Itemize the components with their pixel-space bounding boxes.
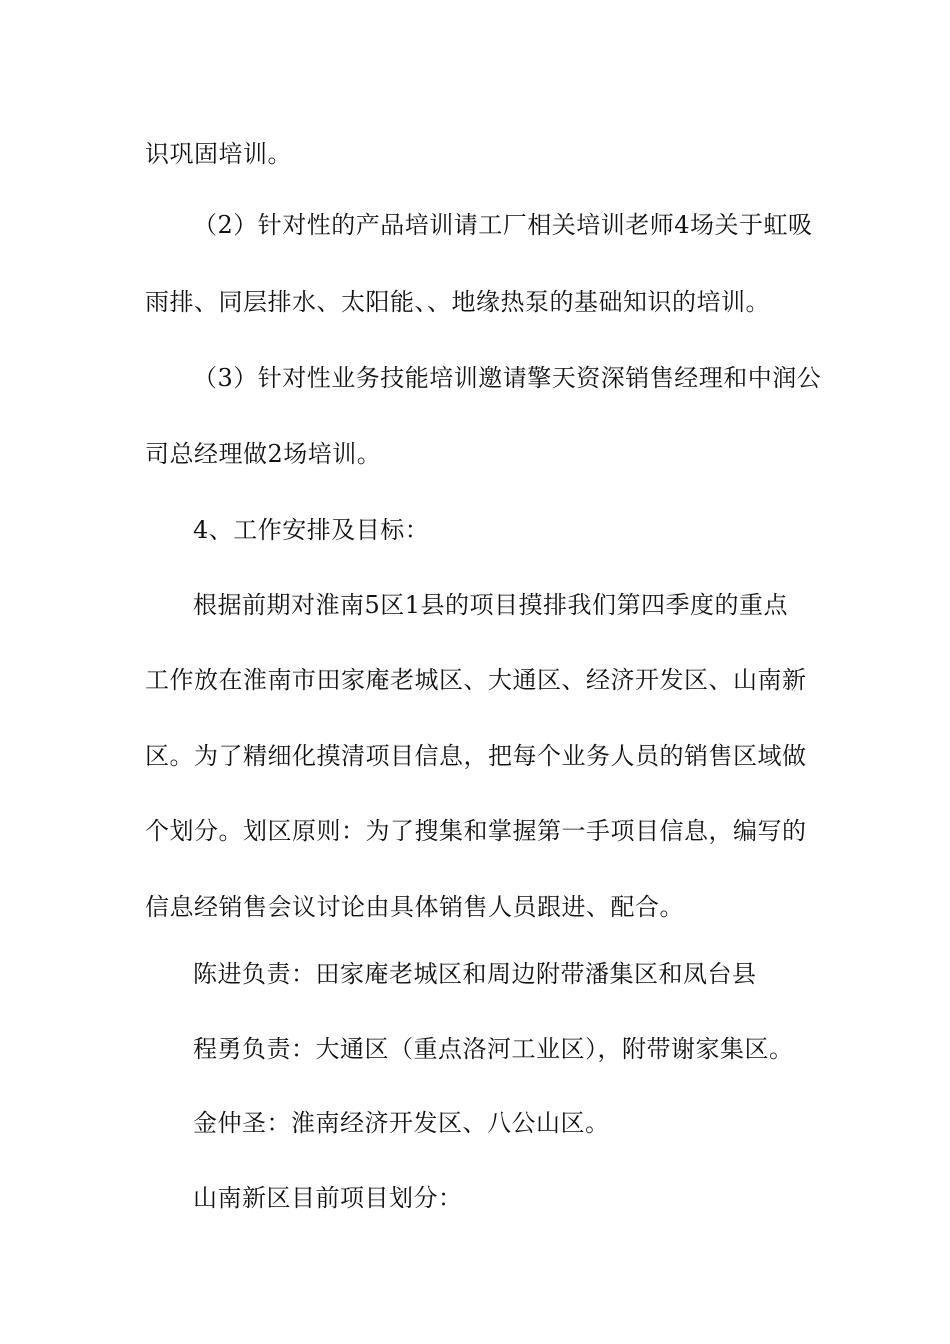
text-line: 识巩固培训。 bbox=[145, 140, 292, 168]
text-line: 金仲圣：淮南经济开发区、八公山区。 bbox=[193, 1109, 610, 1137]
text-line: 程勇负责：大通区（重点洛河工业区），附带谢家集区。 bbox=[193, 1035, 794, 1063]
text-line: （2）针对性的产品培训请工厂相关培训老师4场关于虹吸 bbox=[193, 211, 813, 239]
text-line: 山南新区目前项目划分： bbox=[193, 1184, 463, 1212]
text-line: 区。为了精细化摸清项目信息，把每个业务人员的销售区域做 bbox=[145, 742, 807, 770]
text-line: 个划分。划区原则：为了搜集和掌握第一手项目信息，编写的 bbox=[145, 817, 807, 845]
text-line: （3）针对性业务技能培训邀请擎天资深销售经理和中润公 bbox=[193, 364, 822, 392]
text-line: 根据前期对淮南5区1县的项目摸排我们第四季度的重点 bbox=[193, 591, 789, 619]
section-heading: 4、工作安排及目标： bbox=[193, 516, 430, 544]
text-line: 司总经理做2场培训。 bbox=[145, 440, 382, 468]
text-line: 信息经销售会议讨论由具体销售人员跟进、配合。 bbox=[145, 893, 684, 921]
text-line: 雨排、同层排水、太阳能、、地缘热泵的基础知识的培训。 bbox=[145, 288, 770, 316]
text-line: 工作放在淮南市田家庵老城区、大通区、经济开发区、山南新 bbox=[145, 666, 807, 694]
text-line: 陈进负责：田家庵老城区和周边附带潘集区和凤台县 bbox=[193, 960, 757, 988]
